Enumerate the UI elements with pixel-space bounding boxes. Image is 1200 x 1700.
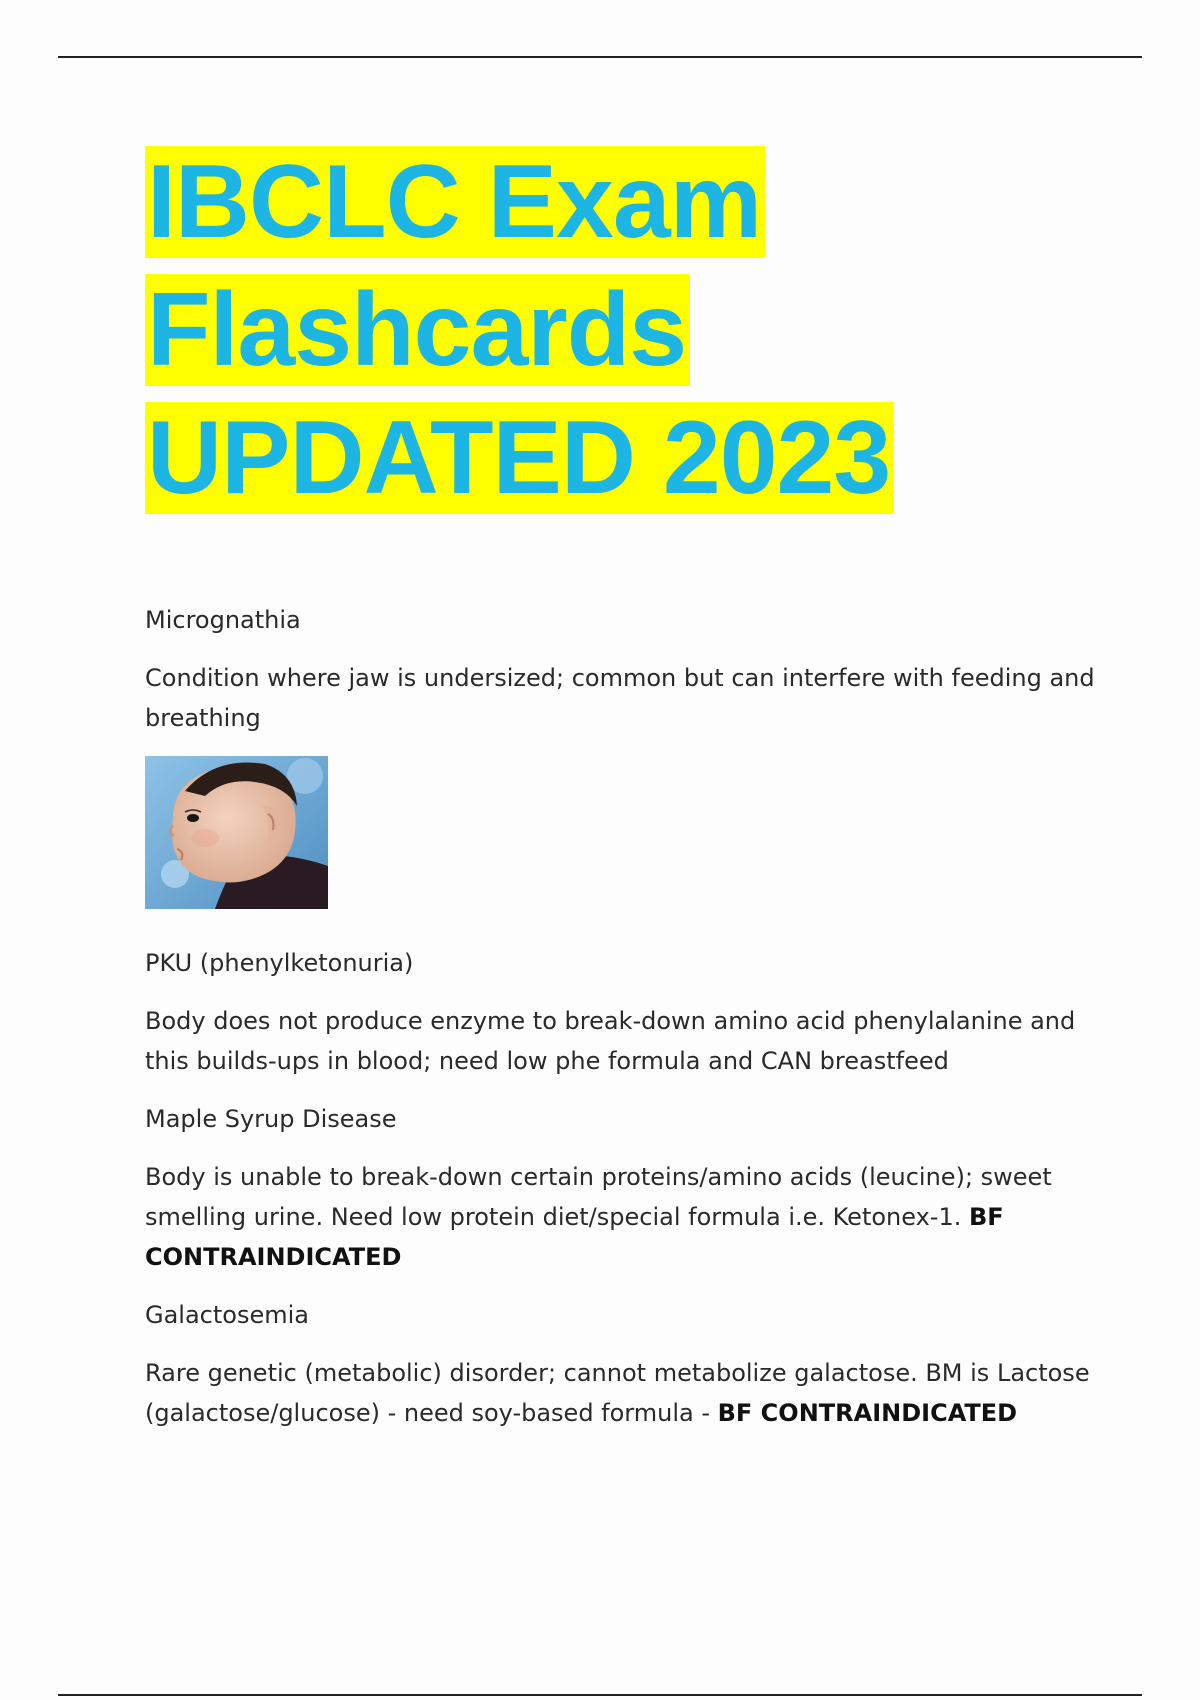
card-definition-pku: Body does not produce enzyme to break-down amino acid phenylalanine and this builds-ups in blood; need low phe formula and CAN breastfeed xyxy=(145,1007,1076,1075)
card-term-pku: PKU (phenylketonuria) xyxy=(145,949,414,977)
definition-text: Rare genetic (metabolic) disorder; cannot metabolize galactose. BM is Lactose (galactose/glucose) - need soy-based formula - xyxy=(145,1359,1090,1427)
card-definition-maple-syrup-disease xyxy=(145,1157,1105,1277)
flashcard-list xyxy=(145,600,1105,1451)
contraindicated-label: BF CONTRAINDICATED xyxy=(145,1203,1004,1271)
title-line-2: Flashcards xyxy=(145,274,690,386)
title-line-3: UPDATED 2023 xyxy=(145,402,894,514)
title-line-1: IBCLC Exam xyxy=(145,146,765,258)
card-term-micrognathia: Micrognathia xyxy=(145,606,301,634)
top-rule xyxy=(58,56,1142,58)
card-definition-galactosemia xyxy=(145,1353,1105,1433)
card-definition-micrognathia: Condition where jaw is undersized; common but can interfere with feeding and breathing xyxy=(145,664,1095,732)
card-term-maple-syrup-disease: Maple Syrup Disease xyxy=(145,1105,397,1133)
bottom-rule xyxy=(58,1694,1142,1696)
document-title xyxy=(145,146,1045,530)
definition-text: Body is unable to break-down certain proteins/amino acids (leucine); sweet smelling urine. Need low protein diet/special formula i.e. Ketonex-1. xyxy=(145,1163,1052,1231)
contraindicated-label: BF CONTRAINDICATED xyxy=(717,1399,1018,1427)
infant-profile-photo xyxy=(145,756,328,909)
card-term-galactosemia: Galactosemia xyxy=(145,1301,309,1329)
